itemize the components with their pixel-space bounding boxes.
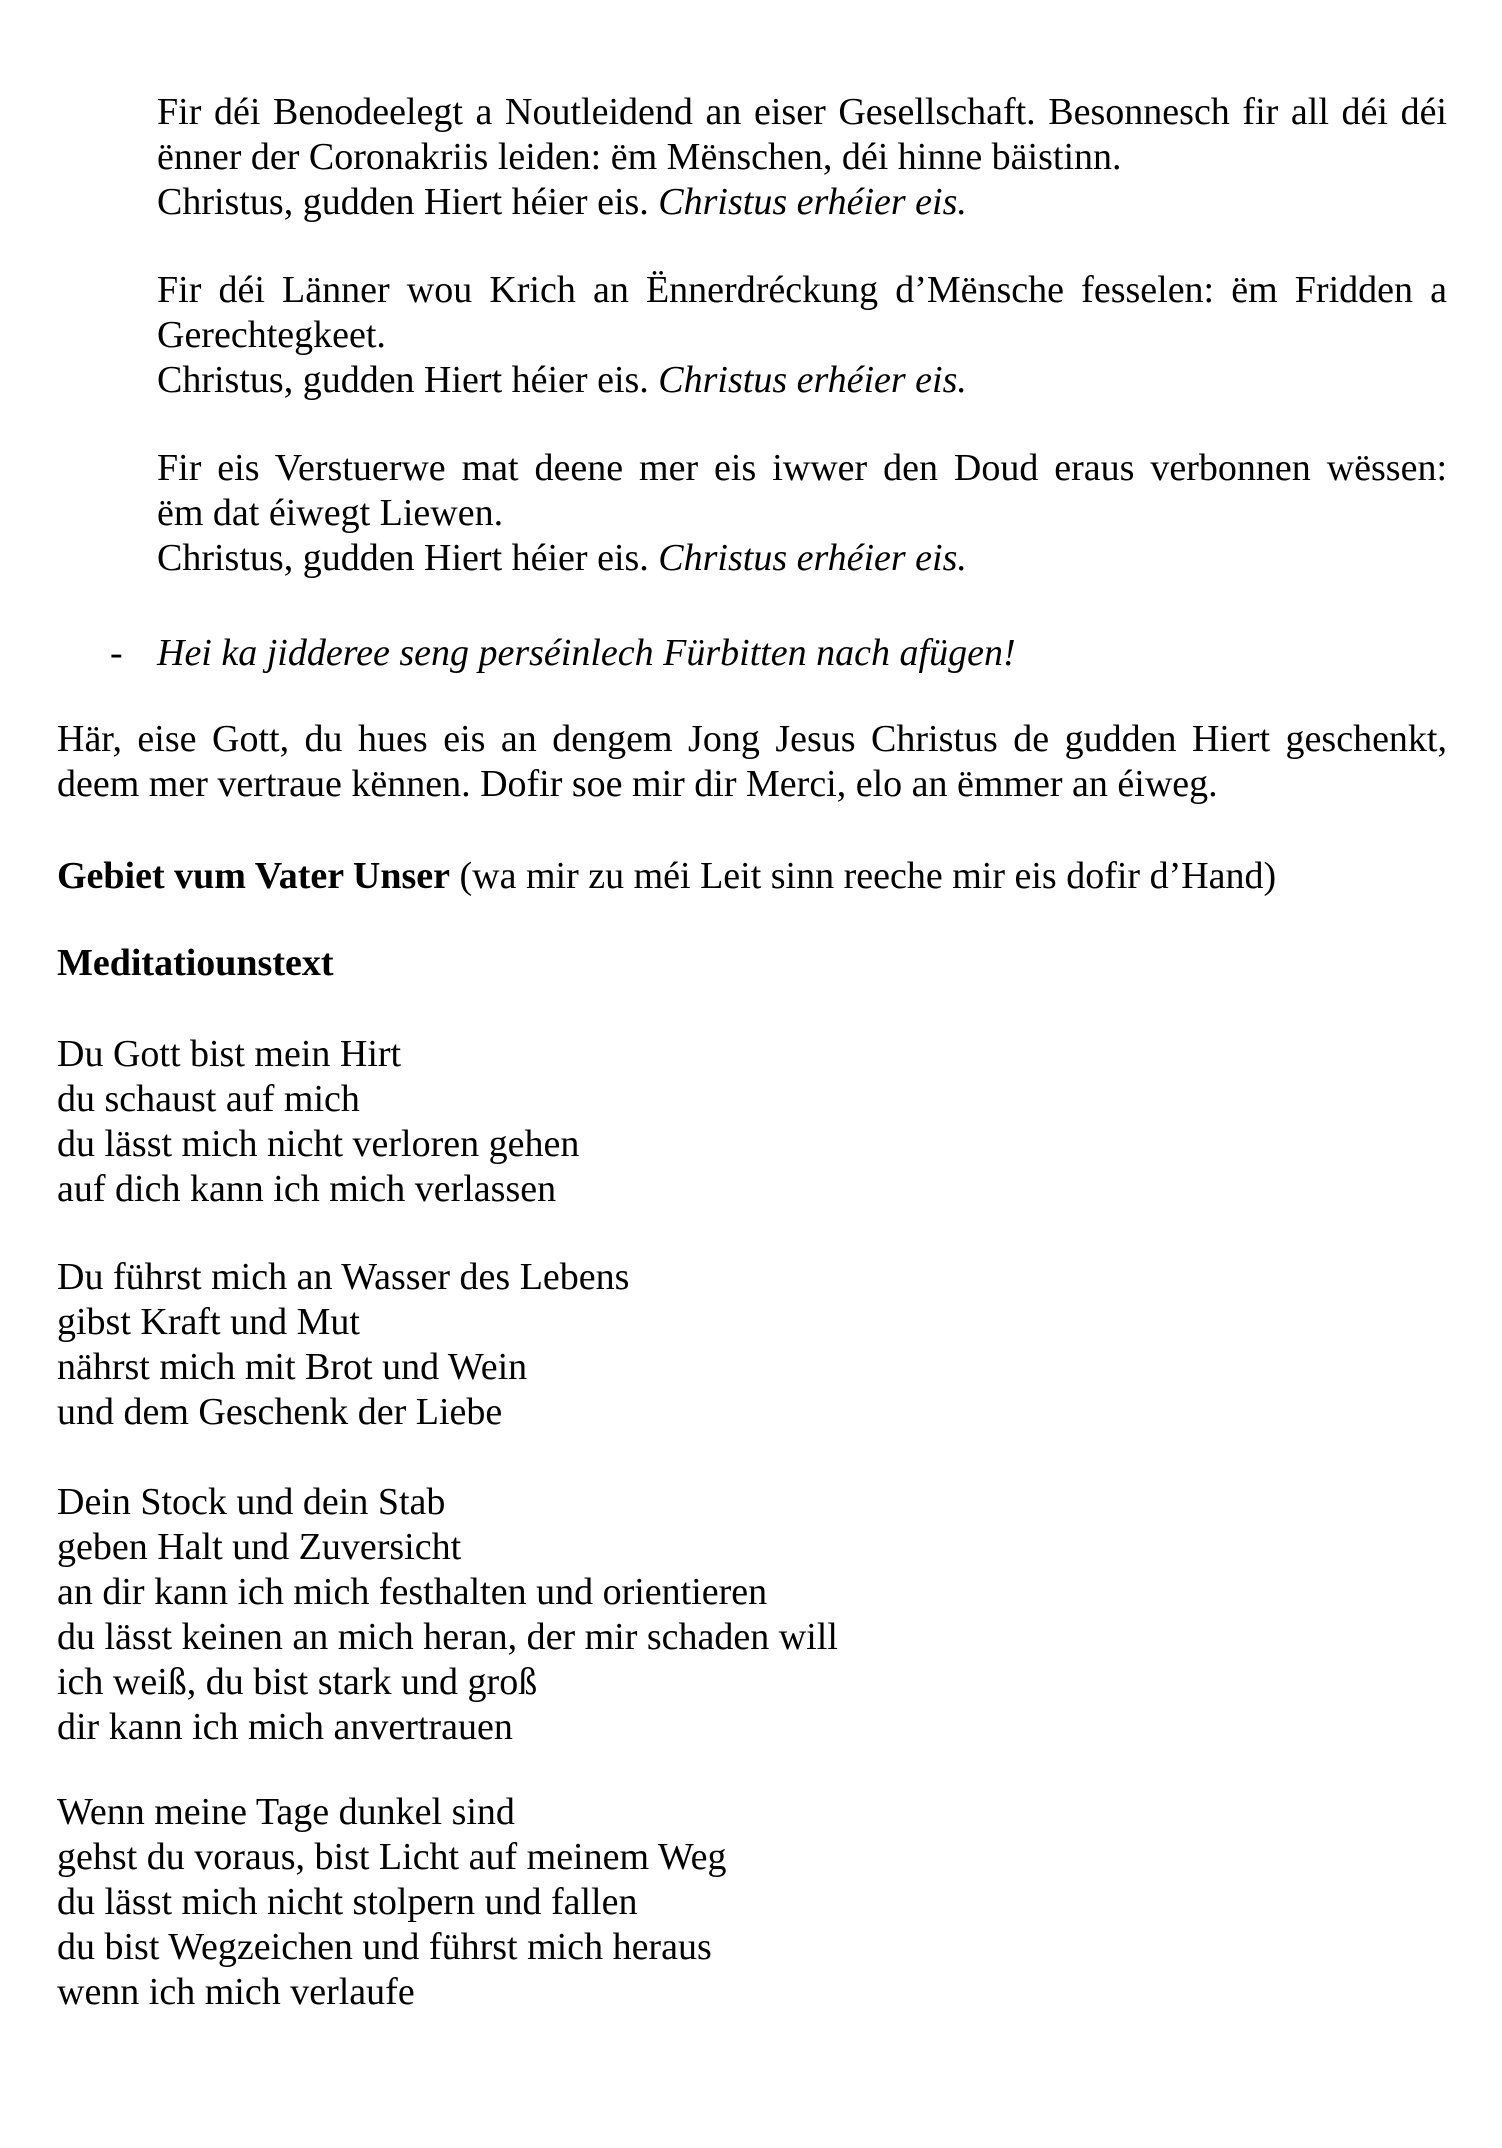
stanza-line: du lässt mich nicht verloren gehen xyxy=(57,1123,580,1165)
closing-prayer-paragraph xyxy=(57,717,1447,807)
stanza-line: nährst mich mit Brot und Wein xyxy=(57,1346,528,1388)
stanza-line: Wenn meine Tage dunkel sind xyxy=(57,1791,515,1833)
intention-line-2: Gerechtegkeet. xyxy=(157,314,386,356)
stanza-line: wenn ich mich verlaufe xyxy=(57,1971,415,2013)
lords-prayer-instruction: (wa mir zu méi Leit sinn reeche mir eis dofir d’Hand) xyxy=(450,855,1277,897)
intercession-paragraph-1 xyxy=(157,90,1447,225)
stanza-line: Dein Stock und dein Stab xyxy=(57,1481,446,1523)
stanza-line: du schaust auf mich xyxy=(57,1078,360,1120)
intention-line-2: ëm dat éiwegt Liewen. xyxy=(157,492,504,534)
response-line xyxy=(157,536,1447,581)
personal-intentions-note xyxy=(110,631,1447,676)
stanza-line: dir kann ich mich anvertrauen xyxy=(57,1706,513,1748)
note-text: Hei ka jidderee seng perséinlech Fürbitten nach afügen! xyxy=(157,632,1016,674)
prayer-line-2: deem mer vertraue kënnen. Dofir soe mir dir Merci, elo an ëmmer an éiweg. xyxy=(57,763,1218,805)
stanza-line: an dir kann ich mich festhalten und orientieren xyxy=(57,1571,768,1613)
stanza-line: und dem Geschenk der Liebe xyxy=(57,1391,503,1433)
meditation-heading: Meditatiounstext xyxy=(57,942,334,984)
stanza-line: gehst du voraus, bist Licht auf meinem Weg xyxy=(57,1836,727,1878)
stanza-line: ich weiß, du bist stark und groß xyxy=(57,1661,538,1703)
intercession-paragraph-3 xyxy=(157,446,1447,581)
response-italic: Christus erhéier eis. xyxy=(658,181,967,223)
intention-line-1: Fir déi Benodeelegt a Noutleidend an eiser Gesellschaft. Besonnesch fir all déi déi xyxy=(157,91,1447,133)
dash-marker: - xyxy=(110,632,123,674)
stanza-line: auf dich kann ich mich verlassen xyxy=(57,1168,557,1210)
stanza-line: du bist Wegzeichen und führst mich heraus xyxy=(57,1926,712,1968)
response-call: Christus, gudden Hiert héier eis. xyxy=(157,537,659,579)
intention-line-2: ënner der Coronakriis leiden: ëm Mënschen, déi hinne bäistinn. xyxy=(157,136,1122,178)
stanza-line: Du führst mich an Wasser des Lebens xyxy=(57,1256,630,1298)
prayer-line-1: Här, eise Gott, du hues eis an dengem Jong Jesus Christus de gudden Hiert geschenkt, xyxy=(57,718,1447,760)
meditation-stanza-3 xyxy=(57,1480,1447,1750)
intention-line-1: Fir eis Verstuerwe mat deene mer eis iwwer den Doud eraus verbonnen wëssen: xyxy=(157,447,1447,489)
meditation-stanza-2 xyxy=(57,1255,1447,1435)
stanza-line: gibst Kraft und Mut xyxy=(57,1301,360,1343)
stanza-line: du lässt keinen an mich heran, der mir schaden will xyxy=(57,1616,838,1658)
response-call: Christus, gudden Hiert héier eis. xyxy=(157,181,659,223)
meditation-stanza-1 xyxy=(57,1032,1447,1212)
response-line xyxy=(157,358,1447,403)
response-line xyxy=(157,180,1447,225)
response-italic: Christus erhéier eis. xyxy=(658,537,967,579)
stanza-line: geben Halt und Zuversicht xyxy=(57,1526,462,1568)
stanza-line: du lässt mich nicht stolpern und fallen xyxy=(57,1881,638,1923)
response-call: Christus, gudden Hiert héier eis. xyxy=(157,359,659,401)
intention-line-1: Fir déi Länner wou Krich an Ënnerdréckung d’Mënsche fesselen: ëm Fridden a xyxy=(157,269,1447,311)
lords-prayer-title: Gebiet vum Vater Unser xyxy=(57,855,450,897)
meditation-stanza-4 xyxy=(57,1790,1447,2015)
lords-prayer-heading xyxy=(57,854,1447,899)
response-italic: Christus erhéier eis. xyxy=(658,359,967,401)
stanza-line: Du Gott bist mein Hirt xyxy=(57,1033,402,1075)
intercession-paragraph-2 xyxy=(157,268,1447,403)
